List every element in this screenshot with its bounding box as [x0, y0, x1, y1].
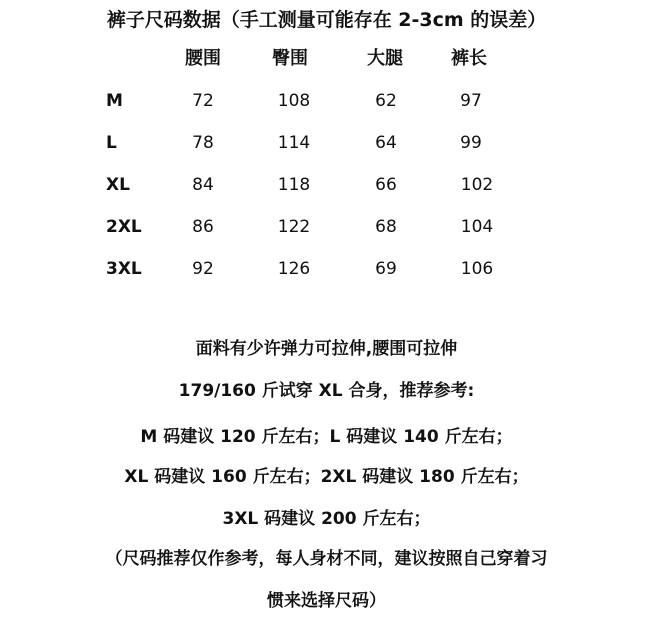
size-label: XL [106, 175, 130, 195]
hip-value: 118 [277, 175, 311, 195]
note-disclaimer: （尺码推荐仅作参考，每人身材不同，建议按照自己穿着习 [105, 549, 548, 569]
hip-value: 108 [277, 91, 311, 111]
header-hip: 臀围 [272, 48, 308, 69]
hip-value: 122 [277, 217, 311, 237]
thigh-value: 68 [375, 217, 397, 237]
header-thigh: 大腿 [367, 48, 403, 69]
waist-value: 72 [192, 91, 214, 111]
note-disclaimer: 惯来选择尺码） [267, 591, 386, 611]
length-value: 104 [460, 217, 494, 237]
size-label: M [106, 91, 123, 111]
note-size-recommendation: 3XL 码建议 200 斤左右； [222, 509, 431, 529]
hip-value: 114 [277, 133, 311, 153]
thigh-value: 64 [375, 133, 397, 153]
length-value: 99 [460, 133, 482, 153]
waist-value: 78 [192, 133, 214, 153]
thigh-value: 62 [375, 91, 397, 111]
waist-value: 84 [192, 175, 214, 195]
size-label: L [106, 133, 117, 153]
length-value: 97 [460, 91, 482, 111]
note-size-recommendation: XL 码建议 160 斤左右；2XL 码建议 180 斤左右； [124, 467, 529, 487]
size-table [0, 0, 653, 300]
note-size-recommendation: M 码建议 120 斤左右；L 码建议 140 斤左右； [140, 427, 513, 447]
thigh-value: 69 [375, 259, 397, 279]
size-label: 3XL [106, 259, 142, 279]
waist-value: 86 [192, 217, 214, 237]
waist-value: 92 [192, 259, 214, 279]
length-value: 106 [460, 259, 494, 279]
hip-value: 126 [277, 259, 311, 279]
page-title: 裤子尺码数据（手工测量可能存在 2-3cm 的误差） [106, 9, 547, 31]
header-waist: 腰围 [185, 48, 221, 69]
thigh-value: 66 [375, 175, 397, 195]
length-value: 102 [460, 175, 494, 195]
header-length: 裤长 [451, 48, 487, 69]
size-label: 2XL [106, 217, 142, 237]
note-fit-test: 179/160 斤试穿 XL 合身，推荐参考: [178, 381, 475, 401]
note-fabric: 面料有少许弹力可拉伸,腰围可拉伸 [195, 339, 458, 359]
